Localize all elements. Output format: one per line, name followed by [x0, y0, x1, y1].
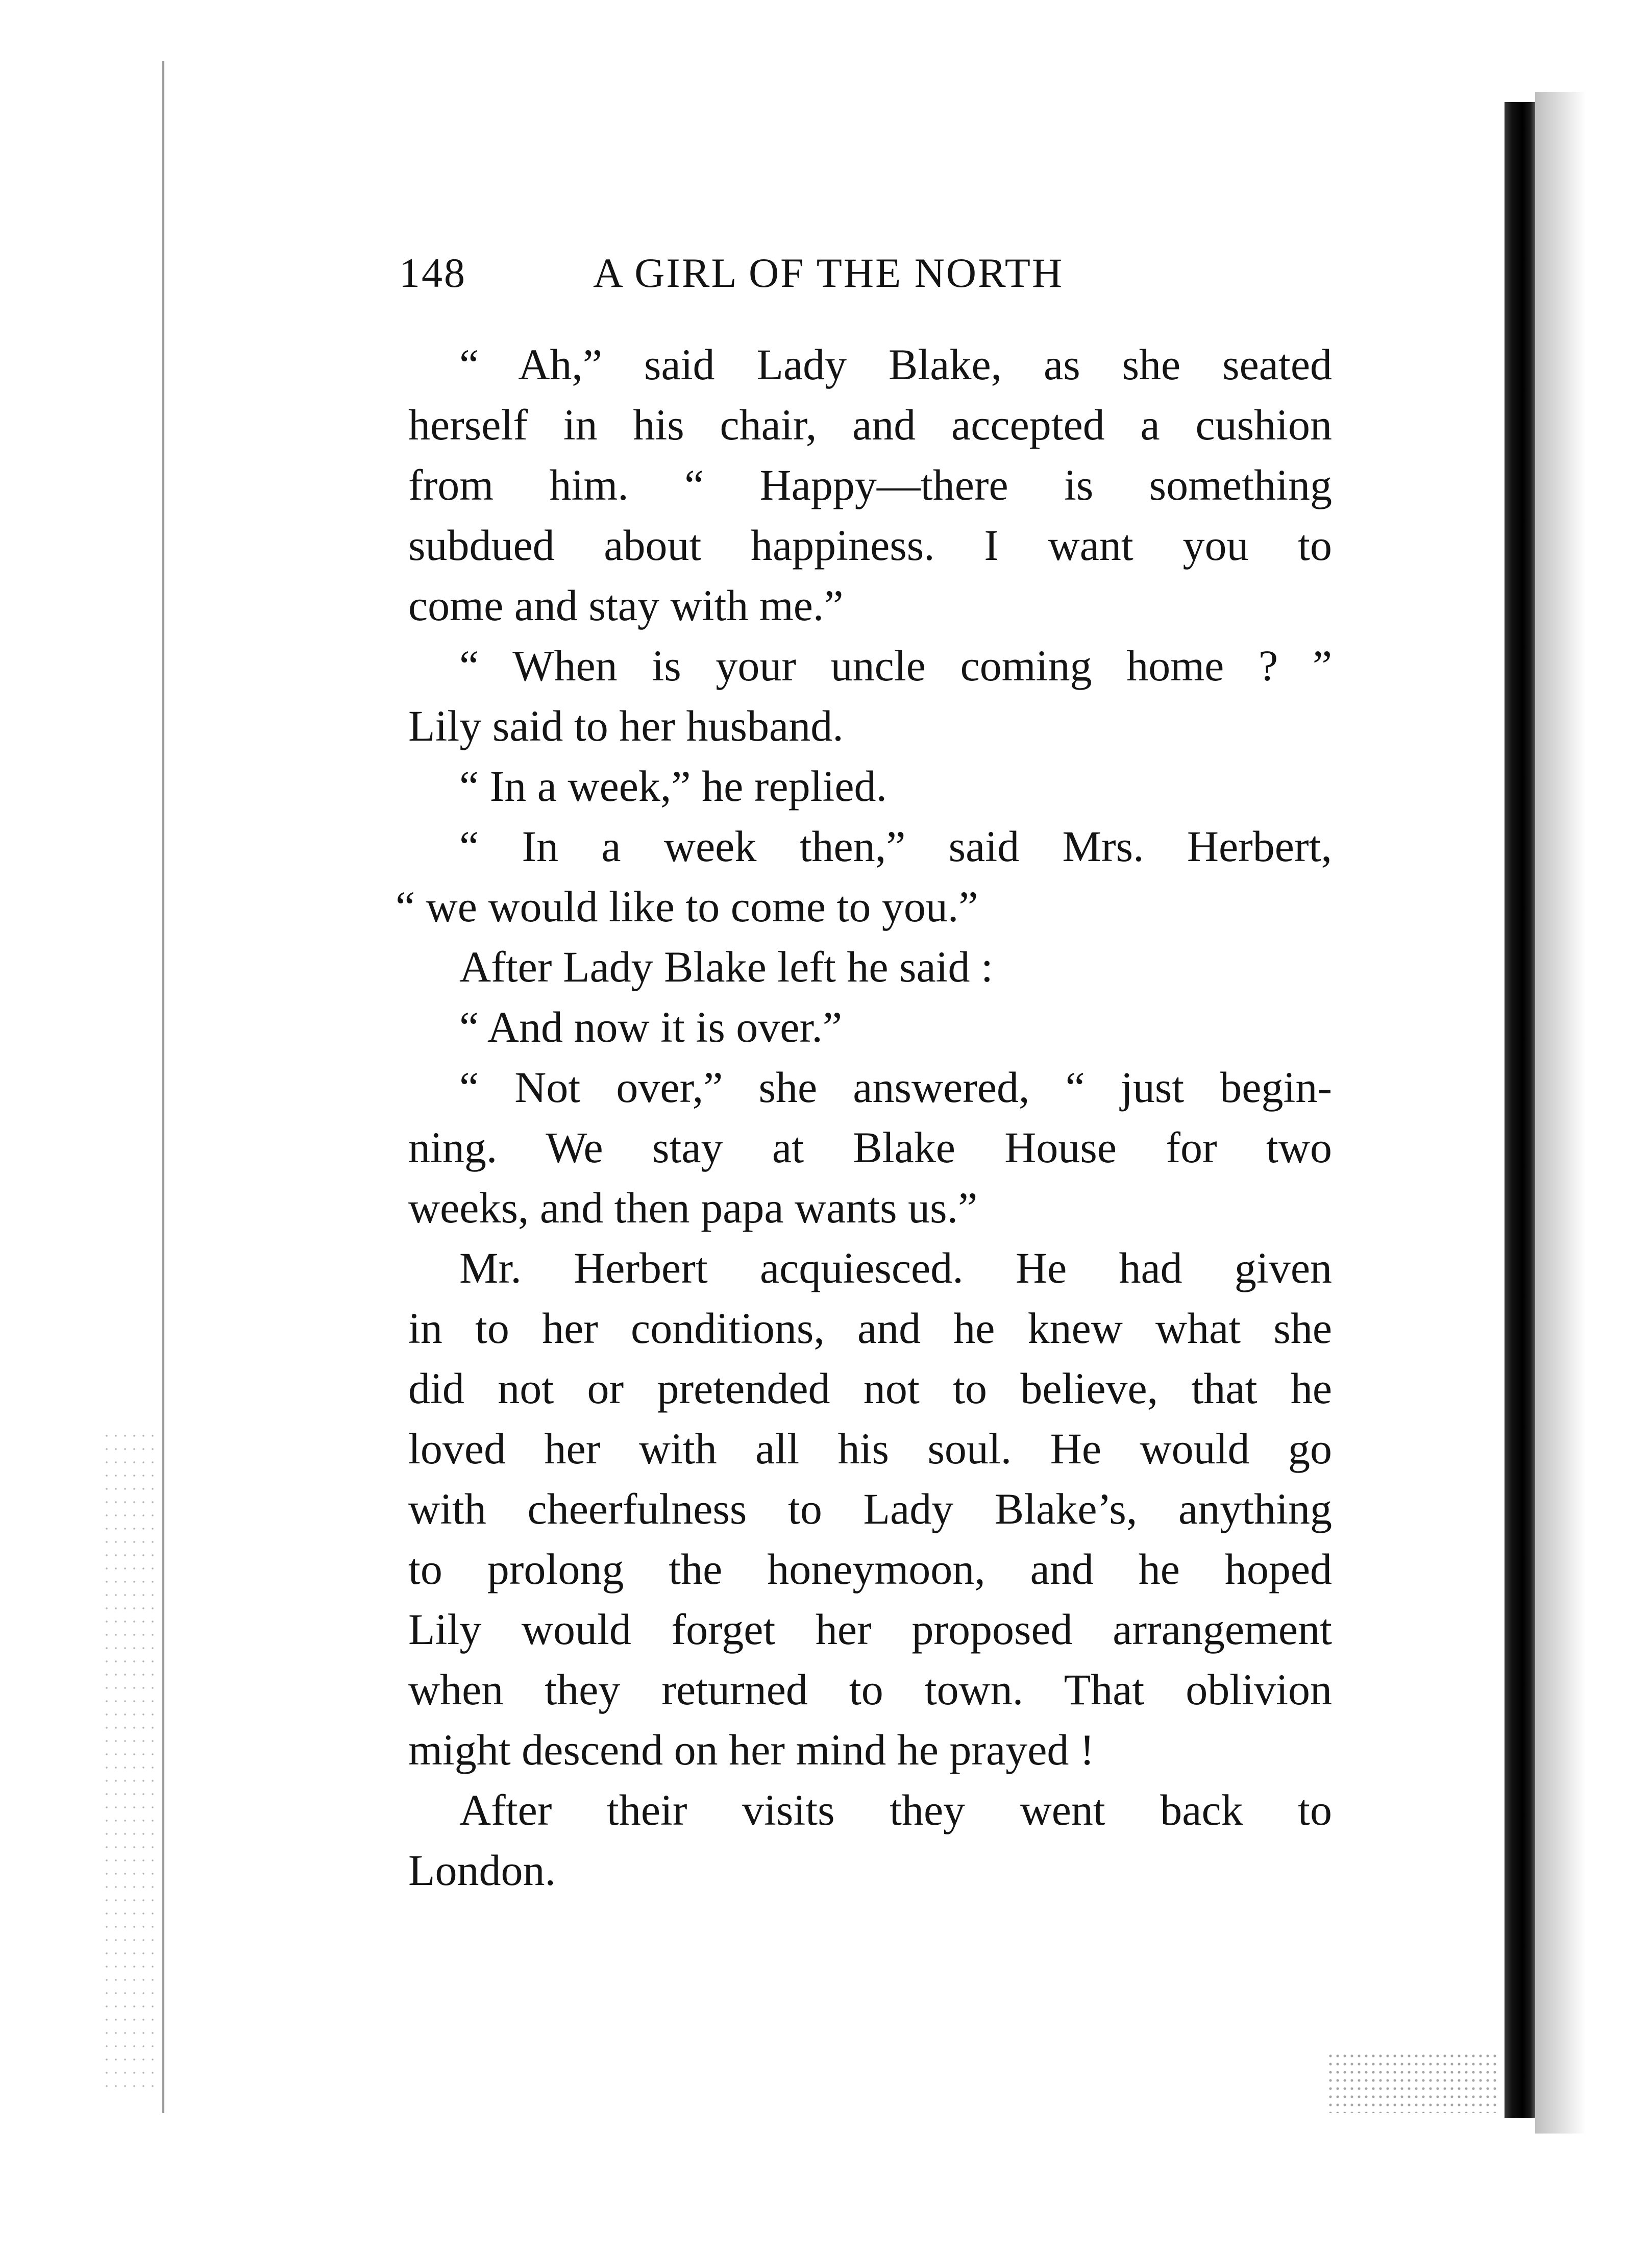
text-line: from him. “ Happy—there is something	[408, 460, 1332, 509]
text-line: herself in his chair, and accepted a cushion	[408, 400, 1332, 449]
book-spine	[1505, 102, 1535, 2118]
text-line: “ In a week then,” said Mrs. Herbert,	[459, 822, 1332, 871]
text-line: did not or pretended not to believe, that he	[408, 1364, 1332, 1413]
text-line: loved her with all his soul. He would go	[408, 1424, 1332, 1473]
running-header	[399, 245, 1333, 301]
text-line: in to her conditions, and he knew what she	[408, 1304, 1332, 1353]
text-line: might descend on her mind he prayed !	[408, 1725, 1095, 1774]
text-line: come and stay with me.”	[408, 581, 844, 630]
text-line: After their visits they went back to	[459, 1785, 1332, 1834]
scan-speckle	[102, 1429, 158, 2093]
page-number: 148	[399, 250, 466, 296]
text-line: “ In a week,” he replied.	[459, 762, 887, 811]
spine-shadow	[1535, 92, 1586, 2134]
text-line: with cheerfulness to Lady Blake’s, anything	[408, 1484, 1332, 1533]
text-line: After Lady Blake left he said :	[459, 942, 993, 991]
text-line: when they returned to town. That oblivion	[408, 1665, 1332, 1714]
text-line: “ we would like to come to you.”	[396, 882, 978, 931]
text-line: weeks, and then papa wants us.”	[408, 1183, 978, 1232]
text-line: “ Ah,” said Lady Blake, as she seated	[459, 340, 1332, 389]
text-line: London.	[408, 1846, 556, 1895]
text-line: to prolong the honeymoon, and he hoped	[408, 1545, 1332, 1594]
text-line: “ Not over,” she answered, “ just begin-	[459, 1063, 1332, 1112]
text-line: “ When is your uncle coming home ? ”	[459, 641, 1332, 690]
text-line: ning. We stay at Blake House for two	[408, 1123, 1332, 1172]
text-line: subdued about happiness. I want you to	[408, 521, 1332, 570]
text-line: “ And now it is over.”	[459, 1002, 843, 1051]
body-text	[396, 334, 1332, 1900]
left-page-edge	[162, 61, 164, 2113]
text-line: Lily would forget her proposed arrangement	[408, 1605, 1332, 1654]
running-title: A GIRL OF THE NORTH	[593, 250, 1064, 296]
scan-speckle-bottom	[1327, 2052, 1500, 2113]
text-line: Mr. Herbert acquiesced. He had given	[459, 1243, 1332, 1292]
text-line: Lily said to her husband.	[408, 701, 844, 750]
